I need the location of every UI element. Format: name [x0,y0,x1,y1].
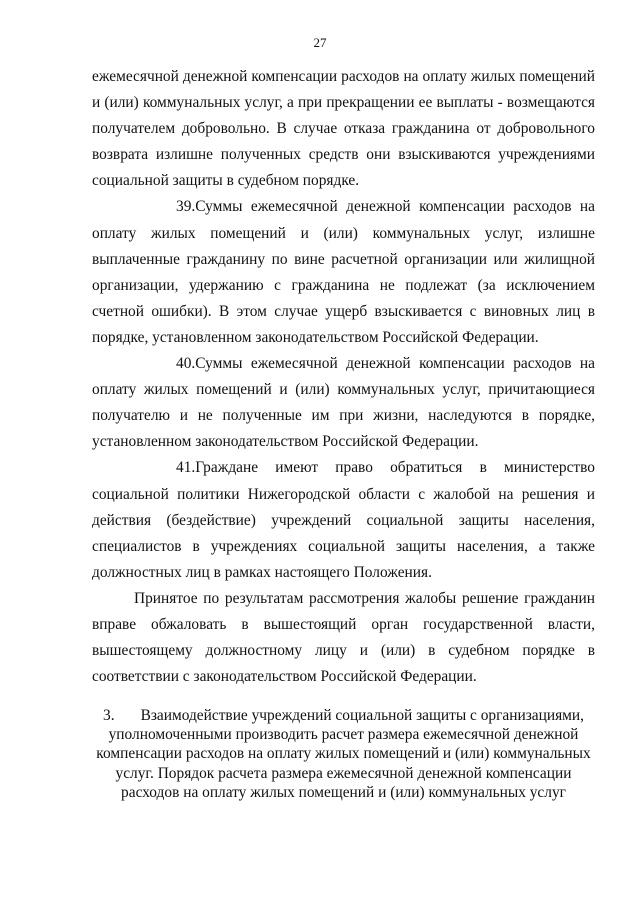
paragraph-text: Принятое по результатам рассмотрения жалобы решение гражданин вправе обжаловать в вышестоящий орган государственной власти, вышестоящему должностному лицу и (или) в судебном порядке в соответствии с законодательством Российской Федерации. [92,589,595,686]
page-number: 27 [313,35,327,50]
paragraph-text: Граждане имеют право обратиться в министерство социальной политики Нижегородской области с жалобой на решения и действия (бездействие) учреждений социальной защиты населения, специалистов в учреждениях социальной защиты населения, а также должностных лиц в рамках настоящего Положения. [92,459,595,581]
section-heading [92,706,595,802]
section-title-block [92,706,595,802]
section-number: 3. [103,707,115,724]
paragraph-number: 41. [176,459,196,477]
paragraph-text: Суммы ежемесячной денежной компенсации расходов на оплату жилых помещений и (или) коммунальных услуг, причитающиеся получателю и не полученные им при жизни, наследуются в порядке, установленном законодательством Российской Федерации. [92,355,595,451]
paragraph-text: Суммы ежемесячной денежной компенсации расходов на оплату жилых помещений и (или) коммунальных услуг, излишне выплаченные гражданину по вине расчетной организации или жилищной организации, удержанию с гражданина не подлежат (за исключением счетной ошибки). В этом случае ущерб взыскивается с виновных лиц в порядке, установленном законодательством Российской Федерации. [92,198,595,346]
document-body [92,64,595,690]
paragraph-41 [92,455,595,585]
paragraph-appeal [92,586,595,690]
paragraph-40 [92,351,595,455]
paragraph-continuation [92,64,595,194]
paragraph-39 [92,194,595,351]
paragraph-number: 40. [176,355,196,373]
paragraph-number: 39. [176,198,196,216]
paragraph-text: ежемесячной денежной компенсации расходов на оплату жилых помещений и (или) коммунальных услуг, а при прекращении ее выплаты - возмещаются получателем добровольно. В случае отказа гражданина от добровольного возврата излишне полученных средств они взыскиваются учреждениями социальной защиты в судебном порядке. [92,68,595,190]
section-title: Взаимодействие учреждений социальной защиты с организациями, уполномоченными производить расчет размера ежемесячной денежной компенсации расходов на оплату жилых помещений и (или) коммунальных услуг. Порядок расчета размера ежемесячной денежной компенсации расходов на оплату жилых помещений и (или) коммунальных услуг [96,707,591,801]
